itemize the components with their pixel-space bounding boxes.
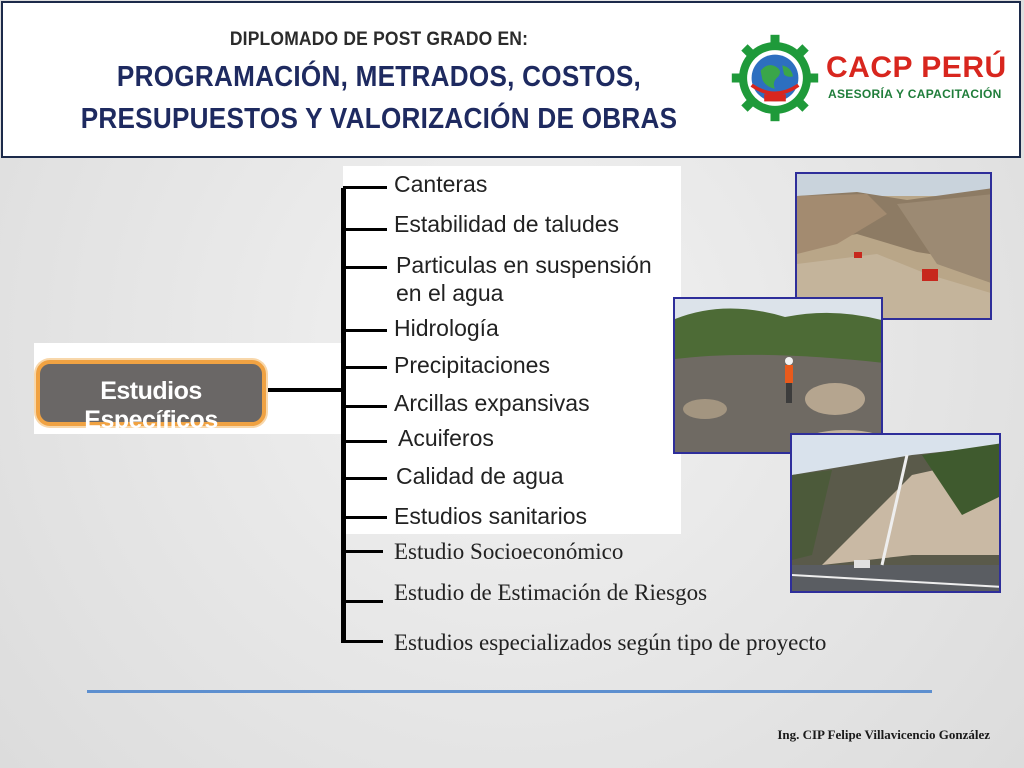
river-image: [675, 299, 883, 454]
branch-tick: [343, 600, 383, 603]
header-banner: [1, 1, 1021, 158]
branch-item: Calidad de agua: [396, 463, 564, 489]
branch-item: Estudios sanitarios: [394, 503, 588, 529]
branch-tick: [343, 186, 387, 189]
branch-item: en el agua: [396, 280, 504, 306]
river-photo: [673, 297, 883, 454]
branch-tick: [343, 516, 387, 519]
branch-item: Particulas en suspensión: [396, 252, 652, 278]
cacp-logo-name: CACP PERÚ: [826, 51, 1007, 84]
root-node: [36, 360, 266, 434]
slope-photo: [790, 433, 1001, 593]
diploma-title-line1: PROGRAMACIÓN, METRADOS, COSTOS,: [116, 61, 642, 93]
root-node-label: Estudios Específicos: [84, 377, 218, 434]
cacp-gear-logo-icon: [730, 33, 820, 123]
branch-tick: [343, 440, 387, 443]
branch-item: Estudio de Estimación de Riesgos: [394, 580, 708, 605]
branch-tick: [343, 366, 387, 369]
branch-item: Estudios especializados según tipo de proyecto: [394, 630, 827, 655]
branch-tick: [343, 228, 387, 231]
diploma-title-line2: PRESUPUESTOS Y VALORIZACIÓN DE OBRAS: [80, 103, 678, 135]
branch-item: Precipitaciones: [394, 352, 550, 378]
branch-item: Hidrología: [394, 315, 499, 341]
cacp-logo-tagline: ASESORÍA Y CAPACITACIÓN: [828, 87, 1002, 101]
branch-tick: [343, 640, 383, 643]
author-credit: Ing. CIP Felipe Villavicencio González: [777, 727, 990, 742]
branch-tick: [343, 266, 387, 269]
footer-divider: [87, 690, 932, 693]
branch-tick: [343, 329, 387, 332]
branch-item: Arcillas expansivas: [394, 390, 590, 416]
branch-item: Estudio Socioeconómico: [394, 539, 624, 564]
branch-tick: [343, 550, 383, 553]
branch-tick: [343, 405, 387, 408]
branch-item: Estabilidad de taludes: [394, 211, 620, 237]
diploma-subtitle: DIPLOMADO DE POST GRADO EN:: [229, 29, 529, 50]
branch-tick: [343, 477, 387, 480]
root-connector: [268, 388, 344, 392]
branch-item: Acuiferos: [398, 425, 494, 451]
branch-item: Canteras: [394, 171, 488, 197]
slope-image: [792, 435, 1001, 593]
tree-spine: [341, 188, 346, 643]
